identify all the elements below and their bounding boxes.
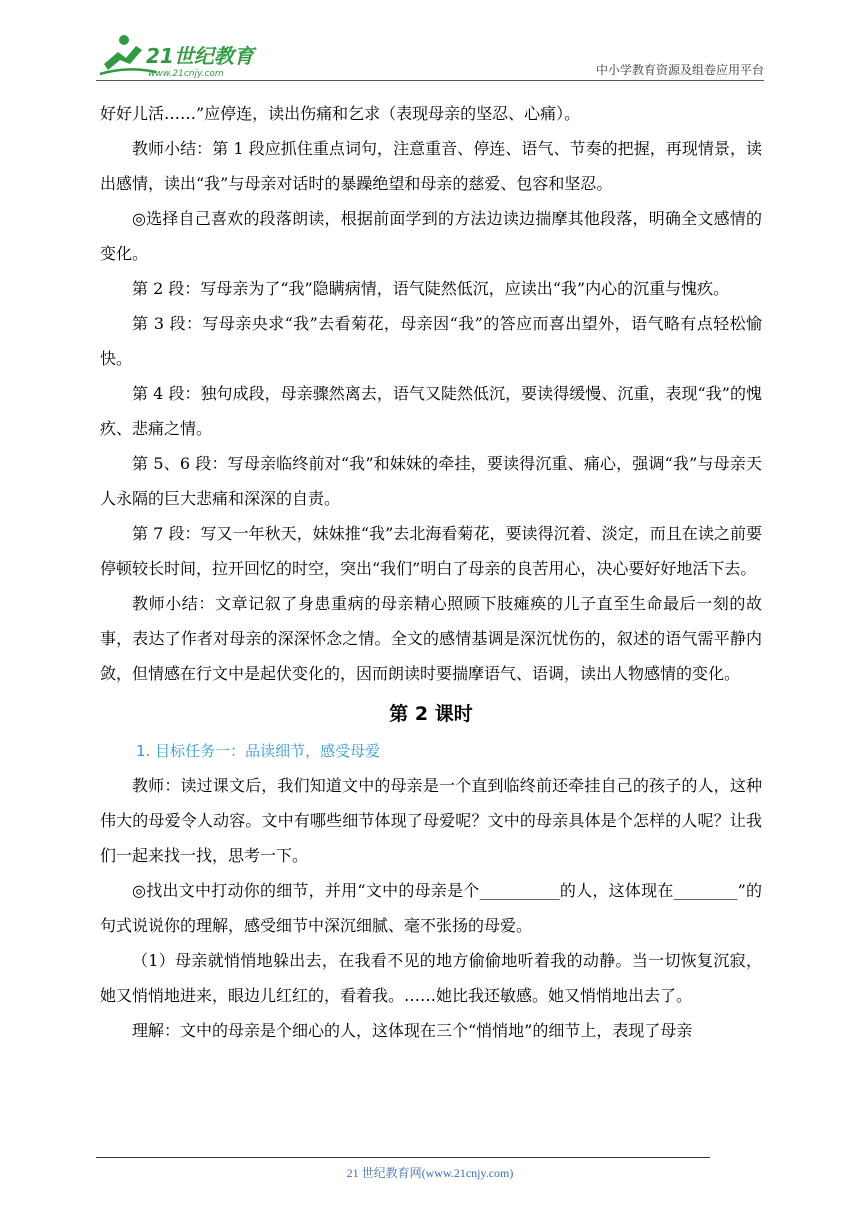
site-logo [96, 30, 266, 80]
paragraph: 第 4 段：独句成段，母亲骤然离去，语气又陡然低沉，要读得缓慢、沉重，表现“我”的愧疚、悲痛之情。 [100, 384, 762, 438]
document-body [100, 96, 762, 1048]
platform-name: 中小学教育资源及组卷应用平台 [595, 63, 764, 77]
paragraph: 第 7 段：写又一年秋天，妹妹推“我”去北海看菊花，要读得沉着、淡定，而且在读之前要停顿较长时间，拉开回忆的时空，突出“我们”明白了母亲的良苦用心，决心要好好地活下去。 [100, 524, 762, 578]
logo-url: www.21cnjy.com [148, 69, 224, 79]
paragraph: ◎找出文中打动你的细节，并用“文中的母亲是个__________的人，这体现在________”的句式说说你的理解，感受细节中深沉细腻、毫不张扬的母爱。 [100, 881, 762, 935]
paragraph: ◎选择自己喜欢的段落朗读，根据前面学到的方法边读边揣摩其他段落，明确全文感情的变化。 [100, 209, 762, 263]
paragraph: 第 2 段：写母亲为了“我”隐瞒病情，语气陡然低沉，应读出“我”内心的沉重与愧疚。 [132, 279, 730, 298]
lesson-title: 第 2 课时 [389, 703, 473, 725]
page-header [96, 30, 764, 80]
page-footer: 21 世纪教育网(www.21cnjy.com) [346, 1166, 514, 1180]
paragraph: （1）母亲就悄悄地躲出去，在我看不见的地方偷偷地听着我的动静。当一切恢复沉寂，她又悄悄地进来，眼边儿红红的，看着我。……她比我还敏感。她又悄悄地出去了。 [100, 951, 762, 1005]
paragraph: 好好儿活……”应停连，读出伤痛和乞求（表现母亲的坚忍、心痛）。 [100, 104, 581, 123]
paragraph: 教师小结：第 1 段应抓住重点词句，注意重音、停连、语气、节奏的把握，再现情景，读出感情，读出“我”与母亲对话时的暴躁绝望和母亲的慈爱、包容和坚忍。 [100, 139, 762, 193]
paragraph: 教师小结：文章记叙了身患重病的母亲精心照顾下肢瘫痪的儿子直至生命最后一刻的故事，表达了作者对母亲的深深怀念之情。全文的感情基调是深沉忧伤的，叙述的语气需平静内敛，但情感在行文中是起伏变化的，因而朗读时要揣摩语气、语调，读出人物感情的变化。 [100, 594, 762, 683]
logo-text: 21世纪教育 [146, 44, 254, 68]
footer-divider [96, 1157, 710, 1158]
paragraph: 第 5、6 段：写母亲临终前对“我”和妹妹的牵挂，要读得沉重、痛心，强调“我”与母亲天人永隔的巨大悲痛和深深的自责。 [100, 454, 762, 508]
paragraph: 教师：读过课文后，我们知道文中的母亲是一个直到临终前还牵挂自己的孩子的人，这种伟大的母爱令人动容。文中有哪些细节体现了母爱呢？文中的母亲具体是个怎样的人呢？让我们一起来找一找，思考一下。 [100, 776, 762, 865]
header-divider [96, 80, 764, 81]
task-heading: 1. 目标任务一：品读细节，感受母爱 [136, 742, 381, 760]
paragraph: 理解：文中的母亲是个细心的人，这体现在三个“悄悄地”的细节上，表现了母亲 [132, 1021, 693, 1040]
paragraph: 第 3 段：写母亲央求“我”去看菊花，母亲因“我”的答应而喜出望外，语气略有点轻松愉快。 [100, 314, 762, 368]
